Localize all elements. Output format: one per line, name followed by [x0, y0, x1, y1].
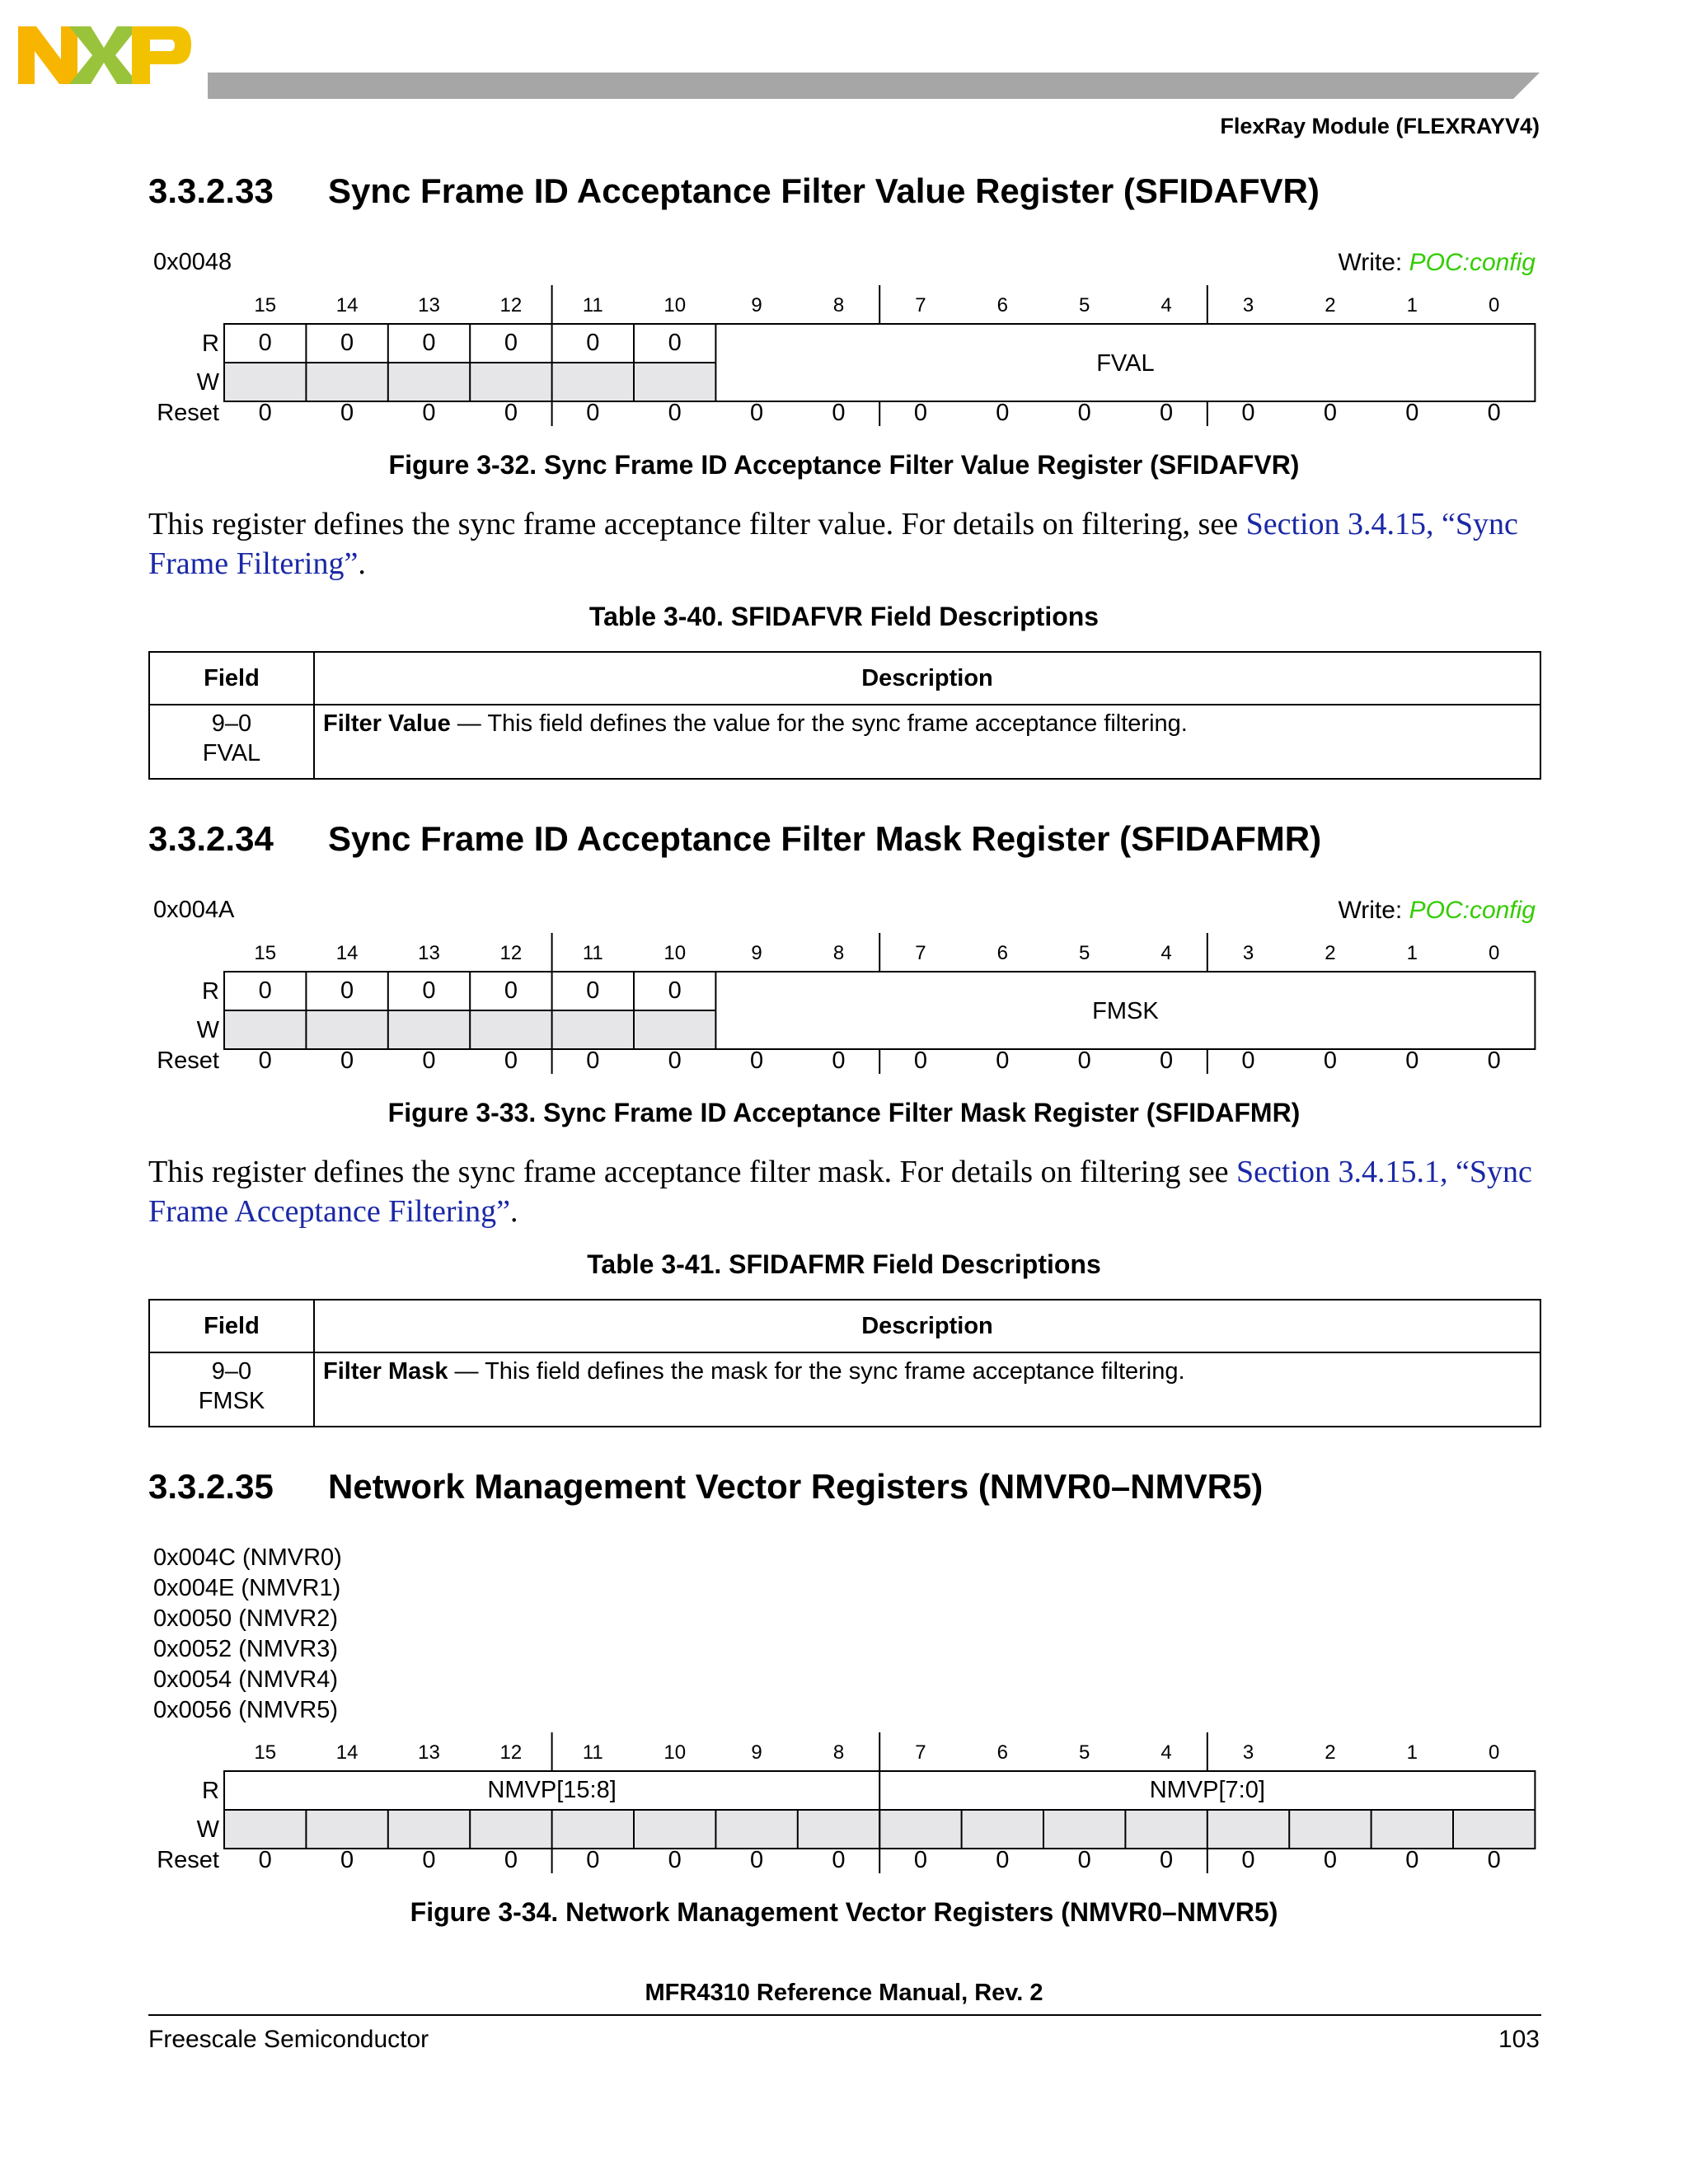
reset-value: 0 — [1487, 1047, 1501, 1074]
read-value: 0 — [586, 330, 600, 356]
reset-value: 0 — [1077, 1847, 1091, 1873]
reset-value: 0 — [1487, 400, 1501, 426]
reset-value: 0 — [504, 1847, 518, 1873]
description-paragraph — [148, 1152, 1550, 1231]
write-cell — [470, 1810, 551, 1849]
write-cell — [1289, 1810, 1371, 1849]
write-cell — [306, 1810, 387, 1849]
register-diagram-sfidafvr — [148, 279, 1550, 427]
read-value: 0 — [422, 330, 436, 356]
read-value: 0 — [340, 330, 354, 356]
footer-manual-title: MFR4310 Reference Manual, Rev. 2 — [645, 1980, 1043, 2006]
write-prefix: Write: — [1338, 897, 1409, 924]
bit-number-label: 7 — [915, 942, 926, 964]
bit-number-label: 14 — [335, 1741, 359, 1764]
write-cell — [798, 1810, 879, 1849]
read-value: 0 — [668, 330, 682, 356]
reset-value: 0 — [913, 1847, 927, 1873]
write-prefix: Write: — [1338, 249, 1409, 276]
reset-value: 0 — [1487, 1847, 1501, 1873]
reserved-cell — [552, 363, 634, 401]
reset-value: 0 — [340, 1847, 354, 1873]
bit-number-label: 13 — [418, 294, 440, 316]
reset-value: 0 — [1323, 1847, 1337, 1873]
field-name: FMSK — [198, 1388, 265, 1414]
description-text: — This field defines the mask for the sync frame acceptance filtering. — [448, 1358, 1185, 1385]
column-header-description: Description — [314, 1300, 1540, 1352]
bit-number-label: 13 — [418, 1741, 440, 1764]
read-value: 0 — [668, 977, 682, 1004]
bit-number-label: 9 — [751, 294, 762, 316]
field-name: FVAL — [202, 740, 261, 766]
reset-value: 0 — [832, 1847, 846, 1873]
write-cell — [1372, 1810, 1453, 1849]
reset-value: 0 — [996, 1047, 1010, 1074]
bit-number-label: 0 — [1489, 1741, 1500, 1764]
bit-number-label: 14 — [335, 294, 359, 316]
write-cell — [962, 1810, 1043, 1849]
description-cell — [314, 705, 1540, 779]
table-header-row — [149, 652, 1540, 705]
bit-number-label: 0 — [1489, 294, 1500, 316]
chapter-header-title: FlexRay Module (FLEXRAYV4) — [1220, 114, 1540, 138]
bit-number-label: 7 — [915, 294, 926, 316]
write-row-label: W — [196, 369, 219, 396]
reset-value: 0 — [586, 400, 600, 426]
write-cell — [1453, 1810, 1535, 1849]
description-text: — This field defines the value for the sync frame acceptance filtering. — [450, 710, 1188, 737]
read-value: 0 — [258, 977, 272, 1004]
write-cell — [1125, 1810, 1207, 1849]
bit-number-label: 1 — [1406, 1741, 1418, 1764]
address-line: 0x0056 (NMVR5) — [153, 1697, 339, 1723]
reset-value: 0 — [1160, 1847, 1174, 1873]
field-bits: 9–0 — [211, 710, 252, 737]
section-title: Sync Frame ID Acceptance Filter Value Register (SFIDAFVR) — [328, 171, 1320, 210]
register-field-name-high: NMVP[15:8] — [487, 1777, 617, 1803]
bit-number-label: 5 — [1079, 294, 1090, 316]
bit-number-label: 10 — [663, 942, 687, 964]
reset-value: 0 — [750, 400, 764, 426]
reset-value: 0 — [422, 1047, 436, 1074]
reset-value: 0 — [1405, 1847, 1419, 1873]
write-row-label: W — [196, 1017, 219, 1043]
figure-caption: Figure 3-32. Sync Frame ID Acceptance Filter Value Register (SFIDAFVR) — [388, 450, 1300, 480]
read-value: 0 — [504, 977, 518, 1004]
figure-caption: Figure 3-33. Sync Frame ID Acceptance Filter Mask Register (SFIDAFMR) — [387, 1098, 1301, 1127]
reset-value: 0 — [422, 1847, 436, 1873]
write-cell — [879, 1810, 961, 1849]
column-header-field: Field — [149, 1300, 314, 1352]
bit-number-label: 13 — [418, 942, 440, 964]
read-row-label: R — [202, 330, 219, 357]
description-field-name: Filter Value — [323, 710, 451, 737]
address-line: 0x0048 — [153, 249, 232, 275]
reset-value: 0 — [1077, 1047, 1091, 1074]
write-mode: POC:config — [1409, 897, 1536, 924]
reset-row-label: Reset — [157, 1047, 219, 1074]
reset-value: 0 — [1241, 1047, 1255, 1074]
bit-number-label: 5 — [1079, 1741, 1090, 1764]
reset-value: 0 — [504, 400, 518, 426]
reset-value: 0 — [996, 1847, 1010, 1873]
field-cell — [149, 705, 314, 779]
bit-number-label: 9 — [751, 942, 762, 964]
section-heading-sfidafmr — [148, 819, 1321, 859]
register-field-name: FVAL — [1096, 350, 1155, 377]
reset-row-label: Reset — [157, 400, 219, 426]
bit-number-label: 10 — [663, 294, 687, 316]
bit-number-label: 3 — [1242, 1741, 1254, 1764]
bit-number-label: 8 — [832, 942, 845, 964]
bit-number-label: 1 — [1406, 294, 1418, 316]
reserved-cell — [552, 1010, 634, 1049]
bit-number-label: 7 — [915, 1741, 926, 1764]
section-title: Sync Frame ID Acceptance Filter Mask Register (SFIDAFMR) — [328, 819, 1322, 858]
bit-number-label: 14 — [335, 942, 359, 964]
reset-value: 0 — [586, 1847, 600, 1873]
address-line: 0x0052 (NMVR3) — [153, 1636, 339, 1662]
reserved-cell — [306, 363, 387, 401]
bit-number-label: 0 — [1489, 942, 1500, 964]
bit-number-label: 15 — [254, 294, 277, 316]
section-heading-nmvr — [148, 1467, 1263, 1507]
table-row — [149, 1352, 1540, 1427]
reset-value: 0 — [832, 1047, 846, 1074]
bit-number-label: 15 — [254, 1741, 277, 1764]
table-caption: Table 3-41. SFIDAFMR Field Descriptions — [587, 1249, 1101, 1279]
section-number: 3.3.2.34 — [148, 819, 274, 858]
bit-number-label: 6 — [996, 294, 1008, 316]
reset-value: 0 — [750, 1047, 764, 1074]
field-cell — [149, 1352, 314, 1427]
paragraph-end: . — [358, 546, 366, 581]
reset-value: 0 — [668, 1047, 682, 1074]
section-heading-sfidafvr — [148, 171, 1320, 211]
reset-value: 0 — [913, 1047, 927, 1074]
paragraph-text: This register defines the sync frame acceptance filter mask. For details on filtering see — [148, 1155, 1236, 1189]
bit-number-label: 12 — [499, 1741, 523, 1764]
bit-number-label: 5 — [1079, 942, 1090, 964]
write-cell — [715, 1810, 797, 1849]
address-line: 0x004E (NMVR1) — [153, 1575, 341, 1601]
read-row-label: R — [202, 978, 219, 1005]
section-number: 3.3.2.33 — [148, 171, 274, 210]
header-bar — [208, 73, 1540, 99]
write-access-label — [1338, 249, 1536, 277]
bit-number-label: 9 — [751, 1741, 762, 1764]
column-header-field: Field — [149, 652, 314, 705]
bit-number-label: 10 — [663, 1741, 687, 1764]
reset-value: 0 — [832, 400, 846, 426]
column-header-description: Description — [314, 652, 1540, 705]
reserved-cell — [470, 363, 551, 401]
reset-value: 0 — [340, 1047, 354, 1074]
field-description-table — [148, 651, 1541, 780]
write-cell — [1207, 1810, 1289, 1849]
register-diagram-nmvr — [148, 1726, 1550, 1874]
field-bits: 9–0 — [211, 1358, 252, 1385]
bit-number-label: 15 — [254, 942, 277, 964]
reset-value: 0 — [258, 1847, 272, 1873]
description-paragraph — [148, 504, 1550, 583]
bit-number-label: 6 — [996, 1741, 1008, 1764]
address-line: 0x004C (NMVR0) — [153, 1544, 342, 1571]
read-value: 0 — [422, 977, 436, 1004]
reset-value: 0 — [586, 1047, 600, 1074]
register-field-name-low: NMVP[7:0] — [1149, 1777, 1265, 1803]
reset-value: 0 — [1323, 1047, 1337, 1074]
address-line: 0x0050 (NMVR2) — [153, 1605, 339, 1632]
register-field-name: FMSK — [1092, 998, 1159, 1024]
reset-value: 0 — [1241, 400, 1255, 426]
reset-value: 0 — [1323, 400, 1337, 426]
bit-number-label: 2 — [1325, 1741, 1336, 1764]
bit-number-label: 4 — [1160, 1741, 1172, 1764]
reset-value: 0 — [422, 400, 436, 426]
section-link[interactable]: Section 3.4.15, “Sync Frame Filtering” — [148, 507, 1518, 581]
description-field-name: Filter Mask — [323, 1358, 448, 1385]
bit-number-label: 11 — [582, 294, 603, 316]
description-cell — [314, 1352, 1540, 1427]
reserved-cell — [634, 1010, 715, 1049]
reserved-cell — [224, 1010, 306, 1049]
register-address — [153, 247, 232, 278]
read-value: 0 — [258, 330, 272, 356]
reset-value: 0 — [340, 400, 354, 426]
reserved-cell — [224, 363, 306, 401]
section-link[interactable]: Section 3.4.15.1, “Sync Frame Acceptance Filtering” — [148, 1155, 1532, 1229]
section-number: 3.3.2.35 — [148, 1467, 274, 1506]
reset-value: 0 — [1241, 1847, 1255, 1873]
nxp-logo — [18, 20, 191, 91]
table-header-row — [149, 1300, 1540, 1352]
table-row — [149, 705, 1540, 779]
figure-caption: Figure 3-34. Network Management Vector Registers (NMVR0–NMVR5) — [410, 1897, 1278, 1927]
reset-value: 0 — [668, 400, 682, 426]
reset-value: 0 — [1405, 400, 1419, 426]
bit-number-label: 12 — [499, 942, 523, 964]
bit-number-label: 3 — [1242, 294, 1254, 316]
bit-number-label: 11 — [582, 942, 603, 964]
paragraph-end: . — [509, 1194, 518, 1229]
register-address-list — [153, 1543, 342, 1726]
write-cell — [552, 1810, 634, 1849]
bit-number-label: 12 — [499, 294, 523, 316]
write-cell — [388, 1810, 470, 1849]
table-caption: Table 3-40. SFIDAFVR Field Descriptions — [588, 602, 1100, 631]
write-access-label — [1338, 897, 1536, 925]
reset-value: 0 — [1160, 400, 1174, 426]
paragraph-text: This register defines the sync frame acceptance filter value. For details on filtering, see — [148, 507, 1246, 541]
bit-number-label: 8 — [832, 294, 845, 316]
write-mode: POC:config — [1409, 249, 1536, 276]
bit-number-label: 8 — [832, 1741, 845, 1764]
reserved-cell — [388, 1010, 470, 1049]
bit-number-label: 6 — [996, 942, 1008, 964]
read-row-label: R — [202, 1778, 219, 1804]
bit-number-label: 4 — [1160, 942, 1172, 964]
reset-value: 0 — [1405, 1047, 1419, 1074]
register-address — [153, 895, 234, 926]
reserved-cell — [470, 1010, 551, 1049]
read-value: 0 — [586, 977, 600, 1004]
reset-row-label: Reset — [157, 1847, 219, 1873]
reset-value: 0 — [258, 1047, 272, 1074]
write-cell — [634, 1810, 715, 1849]
footer-rule — [148, 2014, 1541, 2016]
read-value: 0 — [504, 330, 518, 356]
bit-number-label: 2 — [1325, 942, 1336, 964]
footer-page-number: 103 — [1498, 2026, 1540, 2053]
bit-number-label: 4 — [1160, 294, 1172, 316]
address-line: 0x004A — [153, 897, 235, 923]
bit-number-label: 3 — [1242, 942, 1254, 964]
reset-value: 0 — [668, 1847, 682, 1873]
write-row-label: W — [196, 1816, 219, 1843]
reserved-cell — [388, 363, 470, 401]
footer-company: Freescale Semiconductor — [148, 2026, 429, 2053]
write-cell — [1043, 1810, 1125, 1849]
reset-value: 0 — [504, 1047, 518, 1074]
field-description-table — [148, 1299, 1541, 1427]
write-cell — [224, 1810, 306, 1849]
reserved-cell — [306, 1010, 387, 1049]
bit-number-label: 11 — [582, 1741, 603, 1764]
reset-value: 0 — [258, 400, 272, 426]
register-diagram-sfidafmr — [148, 926, 1550, 1075]
reset-value: 0 — [1160, 1047, 1174, 1074]
address-line: 0x0054 (NMVR4) — [153, 1666, 339, 1693]
reset-value: 0 — [1077, 400, 1091, 426]
reset-value: 0 — [750, 1847, 764, 1873]
reset-value: 0 — [913, 400, 927, 426]
bit-number-label: 1 — [1406, 942, 1418, 964]
reset-value: 0 — [996, 400, 1010, 426]
section-title: Network Management Vector Registers (NMVR0–NMVR5) — [328, 1467, 1264, 1506]
read-value: 0 — [340, 977, 354, 1004]
reserved-cell — [634, 363, 715, 401]
bit-number-label: 2 — [1325, 294, 1336, 316]
